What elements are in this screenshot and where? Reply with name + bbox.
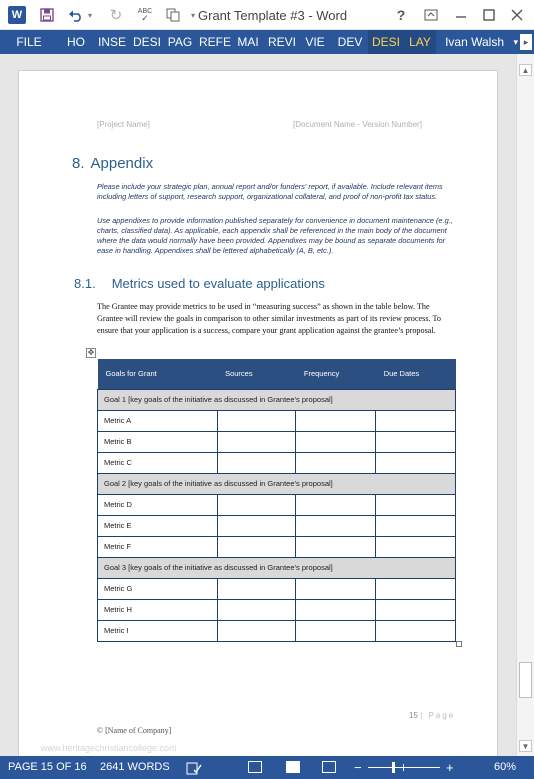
zoom-level[interactable]: 60% [494, 761, 517, 773]
table-row [98, 536, 456, 557]
heading-number: 8.1. [74, 276, 96, 291]
header-document-name: [Document Name - Version Number] [293, 120, 422, 129]
table-row [98, 599, 456, 620]
table-move-handle-icon[interactable]: ✥ [87, 348, 95, 357]
document-area [0, 54, 516, 756]
word-count[interactable]: 2641 WORDS [100, 761, 170, 773]
table-cell[interactable] [296, 431, 376, 452]
window-title: Grant Template #3 - Word [198, 8, 348, 23]
goal-cell[interactable]: Goal 1 [key goals of the initiative as discussed in Grantee’s proposal] [98, 389, 456, 410]
table-group-row [98, 389, 456, 410]
redo-icon[interactable]: ↻ [109, 7, 123, 24]
zoom-slider-thumb[interactable] [392, 762, 395, 773]
table-cell[interactable] [217, 536, 296, 557]
save-icon[interactable] [38, 6, 56, 24]
tab-view[interactable]: VIE [305, 35, 325, 49]
tab-design[interactable]: DESI [132, 35, 161, 49]
metric-cell[interactable]: Metric I [98, 620, 218, 641]
ribbon-tabs [0, 30, 534, 54]
table-cell[interactable] [296, 578, 376, 599]
metric-cell[interactable]: Metric E [98, 515, 218, 536]
scroll-up-icon[interactable]: ▲ [519, 64, 532, 76]
table-row [98, 494, 456, 515]
table-cell[interactable] [376, 599, 456, 620]
spelling-icon[interactable]: ABC ✓ [137, 8, 153, 23]
metric-cell[interactable]: Metric C [98, 452, 218, 473]
minimize-icon[interactable] [450, 5, 472, 25]
table-cell[interactable] [217, 410, 296, 431]
page-number-value: 15 [409, 711, 418, 720]
table-cell[interactable] [217, 515, 296, 536]
tab-mailings[interactable]: MAI [237, 35, 259, 49]
table-cell[interactable] [376, 431, 456, 452]
layout-icon[interactable] [164, 6, 182, 24]
appendix-note-2: Use appendixes to provide information published separately for convenience in document maintenance (e.g., charts, classified data). As applicable, each appendix shall be referenced in the main body of the document where the data would normally have been provided. Appendixes may be bound as separate documents for ease in handling. Appendixes shall be lettered alphabetically (A, B, etc.). [97, 216, 453, 255]
page-number-label: | Page [420, 711, 456, 720]
table-cell[interactable] [296, 452, 376, 473]
zoom-slider-center-mark [403, 764, 404, 771]
watermark-text: www.heritagechristiancollege.com [41, 743, 177, 753]
undo-icon[interactable] [66, 6, 84, 24]
appendix-note-1: Please include your strategic plan, annual report and/or funders' report, if available. Include relevant items including letters of support, research support, organizational collateral, and proof of non-profit tax status. [97, 182, 443, 201]
metric-cell[interactable]: Metric B [98, 431, 218, 452]
heading-text: Metrics used to evaluate applications [111, 276, 325, 291]
tab-table-design[interactable]: DESI [368, 30, 404, 54]
table-cell[interactable] [376, 452, 456, 473]
proofing-icon[interactable] [186, 761, 202, 779]
tab-file[interactable]: FILE [0, 30, 58, 54]
table-row [98, 431, 456, 452]
table-cell[interactable] [217, 431, 296, 452]
user-dropdown-icon[interactable]: ▾ [513, 37, 518, 47]
document-page[interactable] [18, 70, 498, 756]
table-header-cell: Due Dates [376, 359, 456, 389]
ribbon-display-icon[interactable] [420, 5, 442, 25]
table-row [98, 620, 456, 641]
metric-cell[interactable]: Metric D [98, 494, 218, 515]
scroll-thumb[interactable] [519, 662, 532, 698]
page-number [409, 711, 455, 720]
tab-page-layout[interactable]: PAG [167, 35, 193, 49]
user-name[interactable]: Ivan Walsh [445, 35, 504, 49]
vertical-scrollbar[interactable] [516, 54, 534, 756]
metrics-table [97, 359, 456, 642]
table-cell[interactable] [376, 410, 456, 431]
heading-appendix [72, 155, 153, 172]
footer-company: © [Name of Company] [97, 726, 172, 735]
metric-cell[interactable]: Metric H [98, 599, 218, 620]
goal-cell[interactable]: Goal 3 [key goals of the initiative as discussed in Grantee’s proposal] [98, 557, 456, 578]
table-header-row [98, 359, 456, 389]
table-cell[interactable] [217, 620, 296, 641]
table-cell[interactable] [296, 599, 376, 620]
table-cell[interactable] [376, 578, 456, 599]
table-cell[interactable] [217, 452, 296, 473]
table-cell[interactable] [217, 599, 296, 620]
table-header-cell: Frequency [296, 359, 376, 389]
table-cell[interactable] [376, 620, 456, 641]
page-count[interactable]: PAGE 15 OF 16 [8, 761, 87, 773]
undo-dropdown-icon[interactable]: ▾ [87, 10, 92, 20]
help-icon[interactable]: ? [396, 7, 406, 23]
body-paragraph: The Grantee may provide metrics to be used in “measuring success” as shown in the table below. The Grantee will review the goals in comparison to other similar investments as part of its review process. To ensure that your application is a success, compare your grant application against the grantee’s proposal. [97, 302, 441, 335]
scroll-down-icon[interactable]: ▼ [519, 740, 532, 752]
table-cell[interactable] [296, 536, 376, 557]
table-cell[interactable] [376, 494, 456, 515]
metric-cell[interactable]: Metric F [98, 536, 218, 557]
tab-home[interactable]: HO [67, 35, 85, 49]
header-project-name: [Project Name] [97, 120, 150, 129]
table-cell[interactable] [296, 494, 376, 515]
table-cell[interactable] [296, 410, 376, 431]
table-header-cell: Sources [217, 359, 296, 389]
tab-table-layout[interactable]: LAY [404, 30, 436, 54]
table-row [98, 452, 456, 473]
ribbon-scroll-right-icon[interactable]: ▸ [520, 34, 532, 50]
tab-references[interactable]: REFE [198, 35, 231, 49]
tab-developer[interactable]: DEV [337, 35, 363, 49]
goal-cell[interactable]: Goal 2 [key goals of the initiative as discussed in Grantee’s proposal] [98, 473, 456, 494]
table-resize-handle-icon[interactable] [456, 641, 462, 647]
status-bar [0, 756, 534, 779]
table-row [98, 410, 456, 431]
quick-access-dropdown-icon[interactable]: ▾ [190, 10, 195, 20]
word-logo-icon[interactable]: W [8, 6, 26, 24]
table-header-cell: Goals for Grant [98, 359, 218, 389]
zoom-slider[interactable] [368, 767, 440, 768]
table-cell[interactable] [296, 515, 376, 536]
table-cell[interactable] [376, 515, 456, 536]
maximize-icon[interactable] [478, 5, 500, 25]
table-group-row [98, 557, 456, 578]
table-cell[interactable] [217, 494, 296, 515]
table-row [98, 515, 456, 536]
tab-insert[interactable]: INSE [97, 35, 126, 49]
zoom-in-button[interactable]: + [446, 760, 454, 775]
heading-metrics [74, 276, 325, 291]
table-group-row [98, 473, 456, 494]
table-row [98, 578, 456, 599]
table-cell[interactable] [217, 578, 296, 599]
title-bar [0, 0, 534, 30]
table-cell[interactable] [296, 620, 376, 641]
metric-cell[interactable]: Metric A [98, 410, 218, 431]
tab-review[interactable]: REVI [267, 35, 296, 49]
read-mode-icon[interactable] [248, 761, 262, 773]
print-layout-icon[interactable] [286, 761, 300, 773]
heading-number: 8. [72, 155, 85, 172]
heading-text: Appendix [90, 155, 154, 172]
close-icon[interactable] [506, 5, 528, 25]
metric-cell[interactable]: Metric G [98, 578, 218, 599]
zoom-out-button[interactable]: − [354, 760, 362, 775]
table-cell[interactable] [376, 536, 456, 557]
web-layout-icon[interactable] [322, 761, 336, 773]
